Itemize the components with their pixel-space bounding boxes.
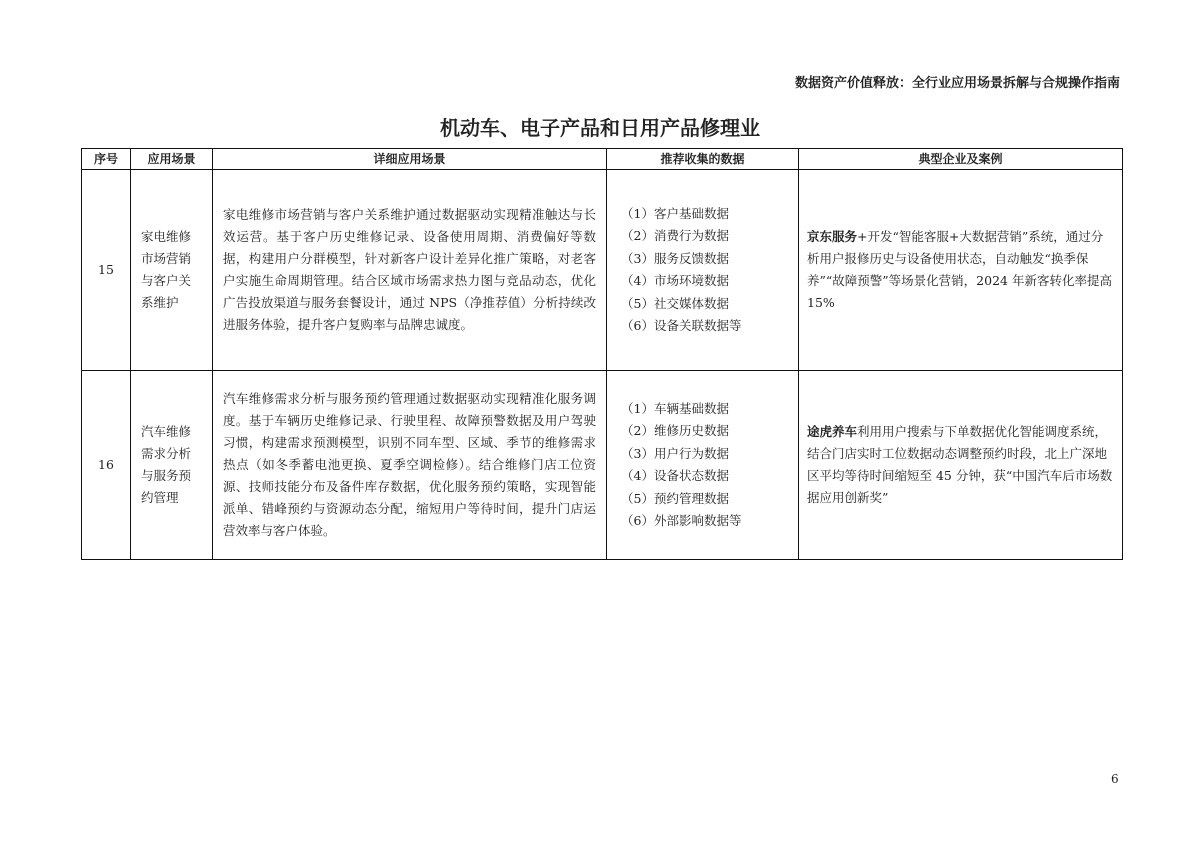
industry-table xyxy=(81,148,1123,560)
data-item: （3）服务反馈数据 xyxy=(621,250,729,266)
table-header-row xyxy=(82,149,1123,170)
table-row xyxy=(82,170,1123,371)
data-item: （6）设备关联数据等 xyxy=(621,318,742,333)
page-number: 6 xyxy=(1111,772,1119,786)
row-data-list xyxy=(607,170,799,371)
case-company: 途虎养车 xyxy=(807,424,858,439)
data-item: （2）消费行为数据 xyxy=(621,228,729,243)
case-text: +开发“智能客服+大数据营销”系统，通过分析用户报修历史与设备使用状态，自动触发“换季保养”“故障预警”等场景化营销，2024 年新客转化率提高 15% xyxy=(807,229,1112,310)
header-data: 推荐收集的数据 xyxy=(607,149,799,170)
row-num: 16 xyxy=(82,371,131,560)
data-item: （4）市场环境数据 xyxy=(621,273,729,288)
row-detail: 家电维修市场营销与客户关系维护通过数据驱动实现精准触达与长效运营。基于客户历史维修记录、设备使用周期、消费偏好等数据，构建用户分群模型，针对新客户设计差异化推广策略，对老客户实施生命周期管理。结合区域市场需求热力图与竞品动态，优化广告投放渠道与服务套餐设计，通过 NPS（净推荐值）分析持续改进服务体验，提升客户复购率与品牌忠诚度。 xyxy=(213,170,607,371)
header-detail: 详细应用场景 xyxy=(213,149,607,170)
running-header: 数据资产价值释放：全行业应用场景拆解与合规操作指南 xyxy=(794,76,1120,91)
case-company: 京东服务 xyxy=(807,229,858,244)
row-case xyxy=(799,170,1123,371)
row-data-list xyxy=(607,371,799,560)
data-item: （1）客户基础数据 xyxy=(621,205,729,221)
data-item: （2）维修历史数据 xyxy=(621,423,729,438)
data-item: （5）预约管理数据 xyxy=(621,490,729,506)
page-title: 机动车、电子产品和日用产品修理业 xyxy=(440,116,760,140)
header-num: 序号 xyxy=(82,149,131,170)
header-case: 典型企业及案例 xyxy=(799,149,1123,170)
case-text: 利用用户搜索与下单数据优化智能调度系统，结合门店实时工位数据动态调整预约时段，北上广深地区平均等待时间缩短至 45 分钟，获“中国汽车后市场数据应用创新奖” xyxy=(807,424,1113,505)
data-item: （6）外部影响数据等 xyxy=(621,513,742,528)
row-case xyxy=(799,371,1123,560)
row-num: 15 xyxy=(82,170,131,371)
data-item: （4）设备状态数据 xyxy=(621,468,729,483)
row-scene: 汽车维修需求分析与服务预约管理 xyxy=(131,371,213,560)
data-item: （3）用户行为数据 xyxy=(621,445,729,461)
data-item: （5）社交媒体数据 xyxy=(621,295,729,311)
row-scene: 家电维修市场营销与客户关系维护 xyxy=(131,170,213,371)
header-scene: 应用场景 xyxy=(131,149,213,170)
table-row xyxy=(82,371,1123,560)
row-detail: 汽车维修需求分析与服务预约管理通过数据驱动实现精准化服务调度。基于车辆历史维修记录、行驶里程、故障预警数据及用户驾驶习惯，构建需求预测模型，识别不同车型、区域、季节的维修需求热点（如冬季蓄电池更换、夏季空调检修）。结合维修门店工位资源、技师技能分布及备件库存数据，优化服务预约策略，实现智能派单、错峰预约与资源动态分配，缩短用户等待时间，提升门店运营效率与客户体验。 xyxy=(213,371,607,560)
data-item: （1）车辆基础数据 xyxy=(621,400,729,416)
